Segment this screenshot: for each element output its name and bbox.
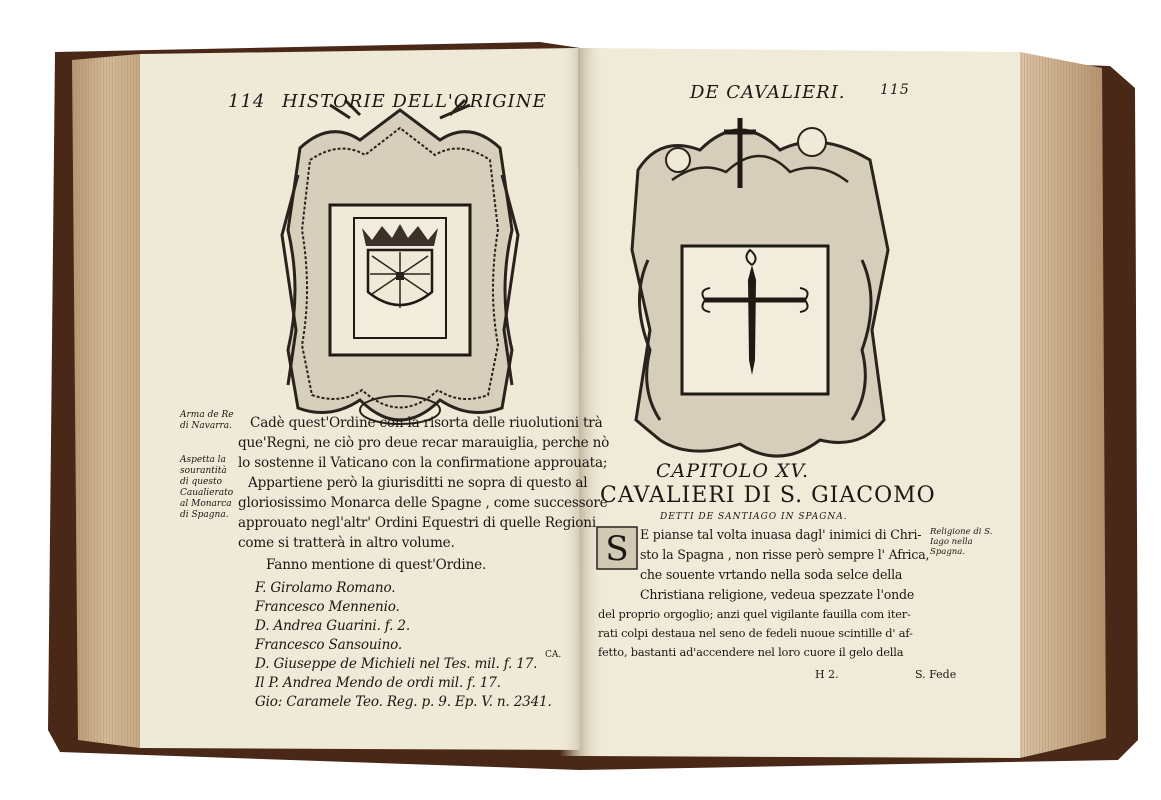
citation-item: Il P. Andrea Mendo de ordi mil. f. 17. bbox=[255, 675, 501, 691]
citation-item: D. Andrea Guarini. f. 2. bbox=[255, 618, 410, 634]
right-body-line: rati colpi destaua nel seno de fedeli nuoue scintille d' af- bbox=[598, 626, 913, 640]
right-body-line: E pianse tal volta inuasa dagl' inimici di Chri- bbox=[640, 527, 922, 542]
citation-item: F. Girolamo Romano. bbox=[255, 580, 396, 596]
citation-item: Francesco Mennenio. bbox=[255, 599, 400, 615]
right-margin-note: Religione di S. Iago nella Spagna. bbox=[930, 527, 993, 557]
left-catchword: CA. bbox=[545, 650, 562, 660]
left-running-head: HISTORIE DELL'ORIGINE bbox=[282, 91, 547, 112]
left-body-line: Appartiene però la giurisditti ne sopra di questo al bbox=[248, 475, 588, 491]
right-page-number: 115 bbox=[880, 82, 910, 98]
citation-item: Gio: Caramele Teo. Reg. p. 9. Ep. V. n. 2341. bbox=[255, 694, 552, 710]
right-body-line: che souente vrtando nella soda selce della bbox=[640, 567, 903, 582]
left-body-line: lo sostenne il Vaticano con la confirmatione approuata; bbox=[238, 455, 608, 471]
santiago-coat-of-arms-woodcut bbox=[632, 118, 888, 456]
left-body-line: Cadè quest'Ordine con la risorta delle riuolutioni trà bbox=[250, 415, 603, 431]
citation-item: D. Giuseppe de Michieli nel Tes. mil. f. 17. bbox=[255, 656, 538, 672]
left-margin-note-1: Arma de Re di Navarra. bbox=[180, 410, 234, 431]
drop-cap-box bbox=[597, 527, 637, 569]
left-body-line: come si tratterà in altro volume. bbox=[238, 535, 455, 551]
left-body-line: que'Regni, ne ciò pro deue recar marauiglia, perche nò bbox=[238, 435, 610, 451]
signature-mark: H 2. bbox=[815, 668, 839, 681]
mention-line: Fanno mentione di quest'Ordine. bbox=[266, 557, 487, 573]
left-body-line: approuato negl'altr' Ordini Equestri di quelle Regioni bbox=[238, 515, 596, 531]
chapter-heading: CAPITOLO XV. bbox=[656, 460, 809, 482]
right-body-line: fetto, bastanti ad'accendere nel loro cuore il gelo della bbox=[598, 645, 904, 659]
right-body-line: Christiana religione, vedeua spezzate l'onde bbox=[640, 587, 915, 602]
chapter-title: CAVALIERI DI S. GIACOMO bbox=[600, 483, 936, 508]
citation-item: Francesco Sansouino. bbox=[255, 637, 402, 653]
left-body-line: gloriosissimo Monarca delle Spagne , come successore bbox=[238, 495, 608, 511]
right-catchword: S. Fede bbox=[915, 668, 957, 681]
right-running-head: DE CAVALIERI. bbox=[690, 82, 846, 103]
left-margin-note-2: Aspetta la sourantità di questo Caualierato al Monarca di Spagna. bbox=[180, 455, 234, 520]
right-body-line: sto la Spagna , non risse però sempre l' Africa, bbox=[640, 547, 930, 562]
chapter-subtitle: DETTI DE SANTIAGO IN SPAGNA. bbox=[660, 512, 848, 522]
drop-cap-letter: S bbox=[605, 529, 629, 569]
navarre-coat-of-arms-woodcut bbox=[282, 100, 518, 424]
right-body-line: del proprio orgoglio; anzi quel vigilante fauilla com iter- bbox=[598, 607, 911, 621]
left-page-number: 114 bbox=[228, 91, 266, 112]
